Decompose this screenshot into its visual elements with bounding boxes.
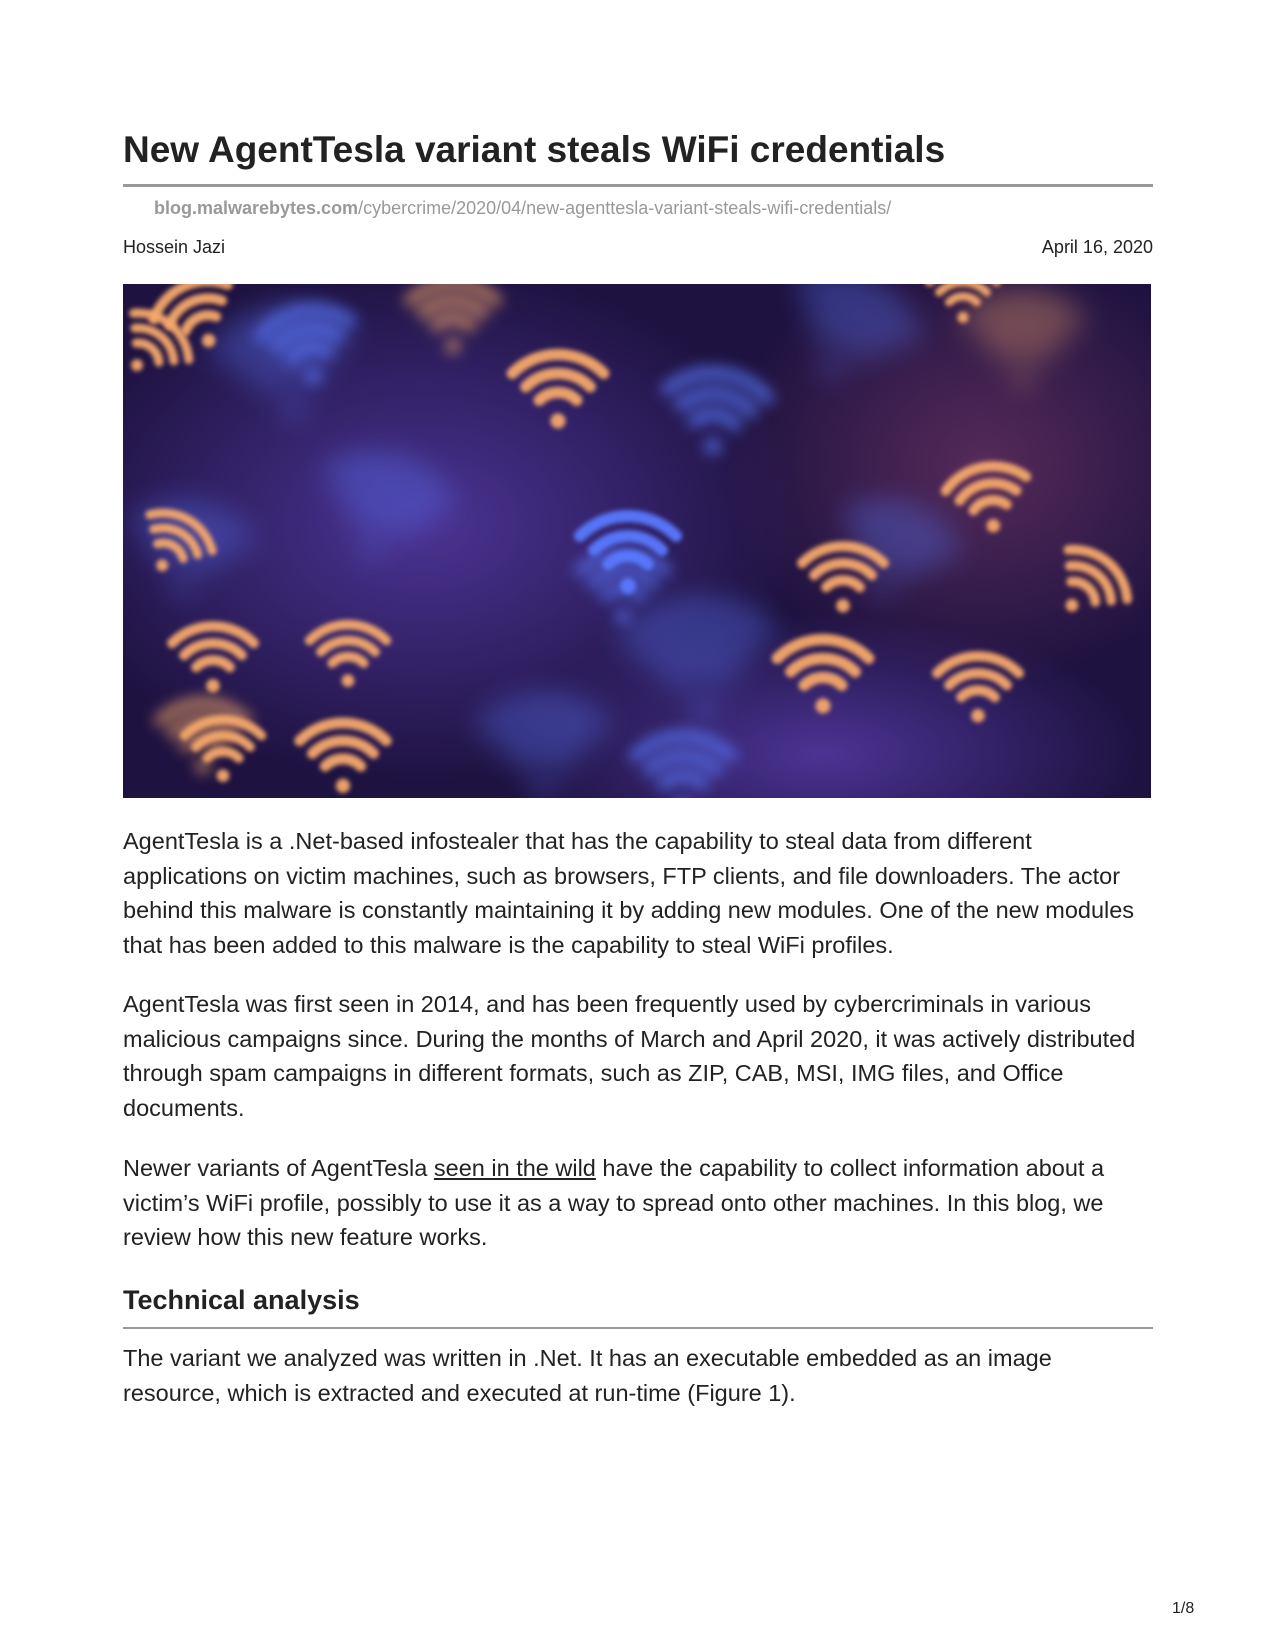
analysis-paragraph: The variant we analyzed was written in .Net. It has an executable embedded as an image resource, which is extracted and executed at run-time (Figure 1). bbox=[123, 1345, 1052, 1406]
variants-text-before: Newer variants of AgentTesla bbox=[123, 1155, 434, 1181]
publish-date: April 16, 2020 bbox=[1041, 237, 1153, 257]
title-divider bbox=[123, 184, 1153, 187]
history-paragraph: AgentTesla was first seen in 2014, and has been frequently used by cybercriminals in various malicious campaigns since. During the months of March and April 2020, it was actively distributed through spam campaigns in different formats, such as ZIP, CAB, MSI, IMG files, and Office documents. bbox=[123, 991, 1136, 1121]
variants-paragraph bbox=[123, 1151, 1153, 1255]
hero-image bbox=[123, 284, 1151, 798]
source-domain: blog.malwarebytes.com bbox=[154, 198, 359, 218]
article-title: New AgentTesla variant steals WiFi credentials bbox=[123, 129, 946, 170]
page-number: 1/8 bbox=[1172, 1600, 1195, 1617]
intro-paragraph: AgentTesla is a .Net-based infostealer that has the capability to steal data from different applications on victim machines, such as browsers, FTP clients, and file downloaders. The actor behind this malware is constantly maintaining it by adding new modules. One of the new modules that has been added to this malware is the capability to steal WiFi profiles. bbox=[123, 828, 1135, 958]
section-divider bbox=[123, 1327, 1153, 1329]
seen-in-the-wild-link[interactable]: seen in the wild bbox=[433, 1155, 596, 1181]
author-name: Hossein Jazi bbox=[123, 237, 226, 257]
variants-text-after: have the capability to collect information about a victim’s WiFi profile, possibly to use it as a way to spread onto other machines. In this blog, we review how this new feature works. bbox=[123, 1155, 1105, 1250]
source-url[interactable] bbox=[154, 197, 891, 219]
source-path: /cybercrime/2020/04/new-agenttesla-variant-steals-wifi-credentials/ bbox=[358, 198, 892, 218]
wifi-icon-pattern bbox=[123, 284, 1151, 798]
section-heading: Technical analysis bbox=[123, 1285, 360, 1315]
